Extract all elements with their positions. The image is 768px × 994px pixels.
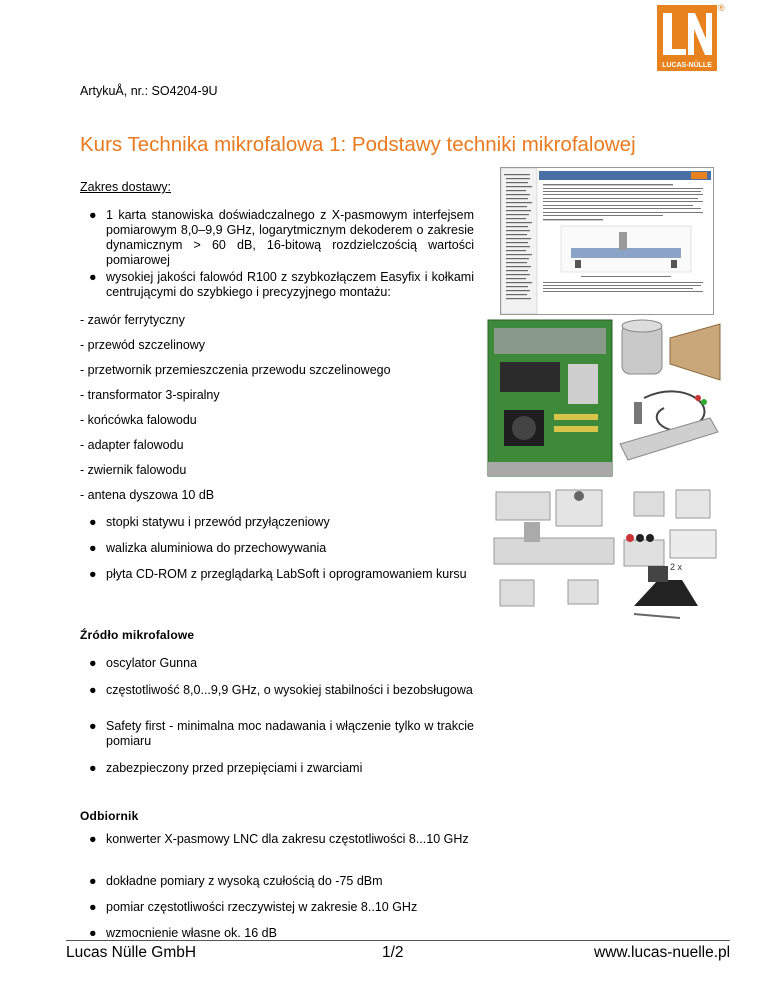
list-item: - przewód szczelinowy: [80, 338, 206, 352]
list-item: - antena dyszowa 10 dB: [80, 488, 215, 502]
page-title: Kurs Technika mikrofalowa 1: Podstawy techniki mikrofalowej: [80, 133, 636, 156]
receiver-heading: Odbiornik: [80, 809, 139, 823]
footer-divider: [66, 940, 730, 941]
list-item: ● wzmocnienie własne ok. 16 dB: [89, 926, 277, 940]
list-item: - przetwornik przemieszczenia przewodu szczelinowego: [80, 363, 391, 377]
list-item: ● wysokiej jakości falowód R100 z szybkozłączem Easyfix i kołkami centrującymi do szybkiego i precyzyjnego montażu:: [89, 270, 474, 299]
list-item: - zwiernik falowodu: [80, 463, 187, 477]
registered-mark: ®: [718, 3, 725, 13]
list-item: - końcówka falowodu: [80, 413, 197, 427]
list-item: - zawór ferrytyczny: [80, 313, 185, 327]
list-item: ● 1 karta stanowiska doświadczalnego z X-pasmowym interfejsem pomiarowym 8,0–9,9 GHz, logarytmicznym dekoderem o zakresie dynamicznym > 60 dB, 16-bitową rozdzielczością wartości pomiarowej: [89, 208, 474, 267]
footer-url[interactable]: www.lucas-nuelle.pl: [594, 944, 731, 961]
svg-text:LUCAS-NÜLLE: LUCAS-NÜLLE: [662, 62, 712, 69]
list-item: ● pomiar częstotliwości rzeczywistej w zakresie 8..10 GHz: [89, 900, 418, 914]
list-item: ● konwerter X-pasmowy LNC dla zakresu częstotliwości 8...10 GHz: [89, 832, 469, 846]
svg-text:2 x: 2 x: [670, 562, 683, 572]
lucas-nuelle-logo: [657, 5, 717, 71]
list-item: ● walizka aluminiowa do przechowywania: [89, 541, 327, 555]
list-item: ● Safety first - minimalna moc nadawania i włączenie tylko w trakcie pomiaru: [89, 719, 474, 748]
list-item: ● płyta CD-ROM z przeglądarką LabSoft i oprogramowaniem kursu: [89, 567, 467, 581]
software-screenshot-image: [500, 167, 714, 315]
source-heading: Źródło mikrofalowe: [80, 628, 195, 642]
article-number: ArtykuÅ, nr.: SO4204-9U: [80, 84, 218, 98]
product-photo: [484, 318, 727, 622]
footer-company: Lucas Nülle GmbH: [66, 944, 197, 961]
scope-heading: Zakres dostawy:: [80, 180, 172, 194]
footer-page-number: 1/2: [382, 944, 404, 961]
list-item: ● częstotliwość 8,0...9,9 GHz, o wysokiej stabilności i bezobsługowa: [89, 683, 473, 697]
list-item: - adapter falowodu: [80, 438, 184, 452]
list-item: ● oscylator Gunna: [89, 656, 198, 670]
list-item: ● stopki statywu i przewód przyłączeniowy: [89, 515, 330, 529]
list-item: ● dokładne pomiary z wysoką czułością do -75 dBm: [89, 874, 383, 888]
list-item: ● zabezpieczony przed przepięciami i zwarciami: [89, 761, 363, 775]
list-item: - transformator 3-spiralny: [80, 388, 220, 402]
